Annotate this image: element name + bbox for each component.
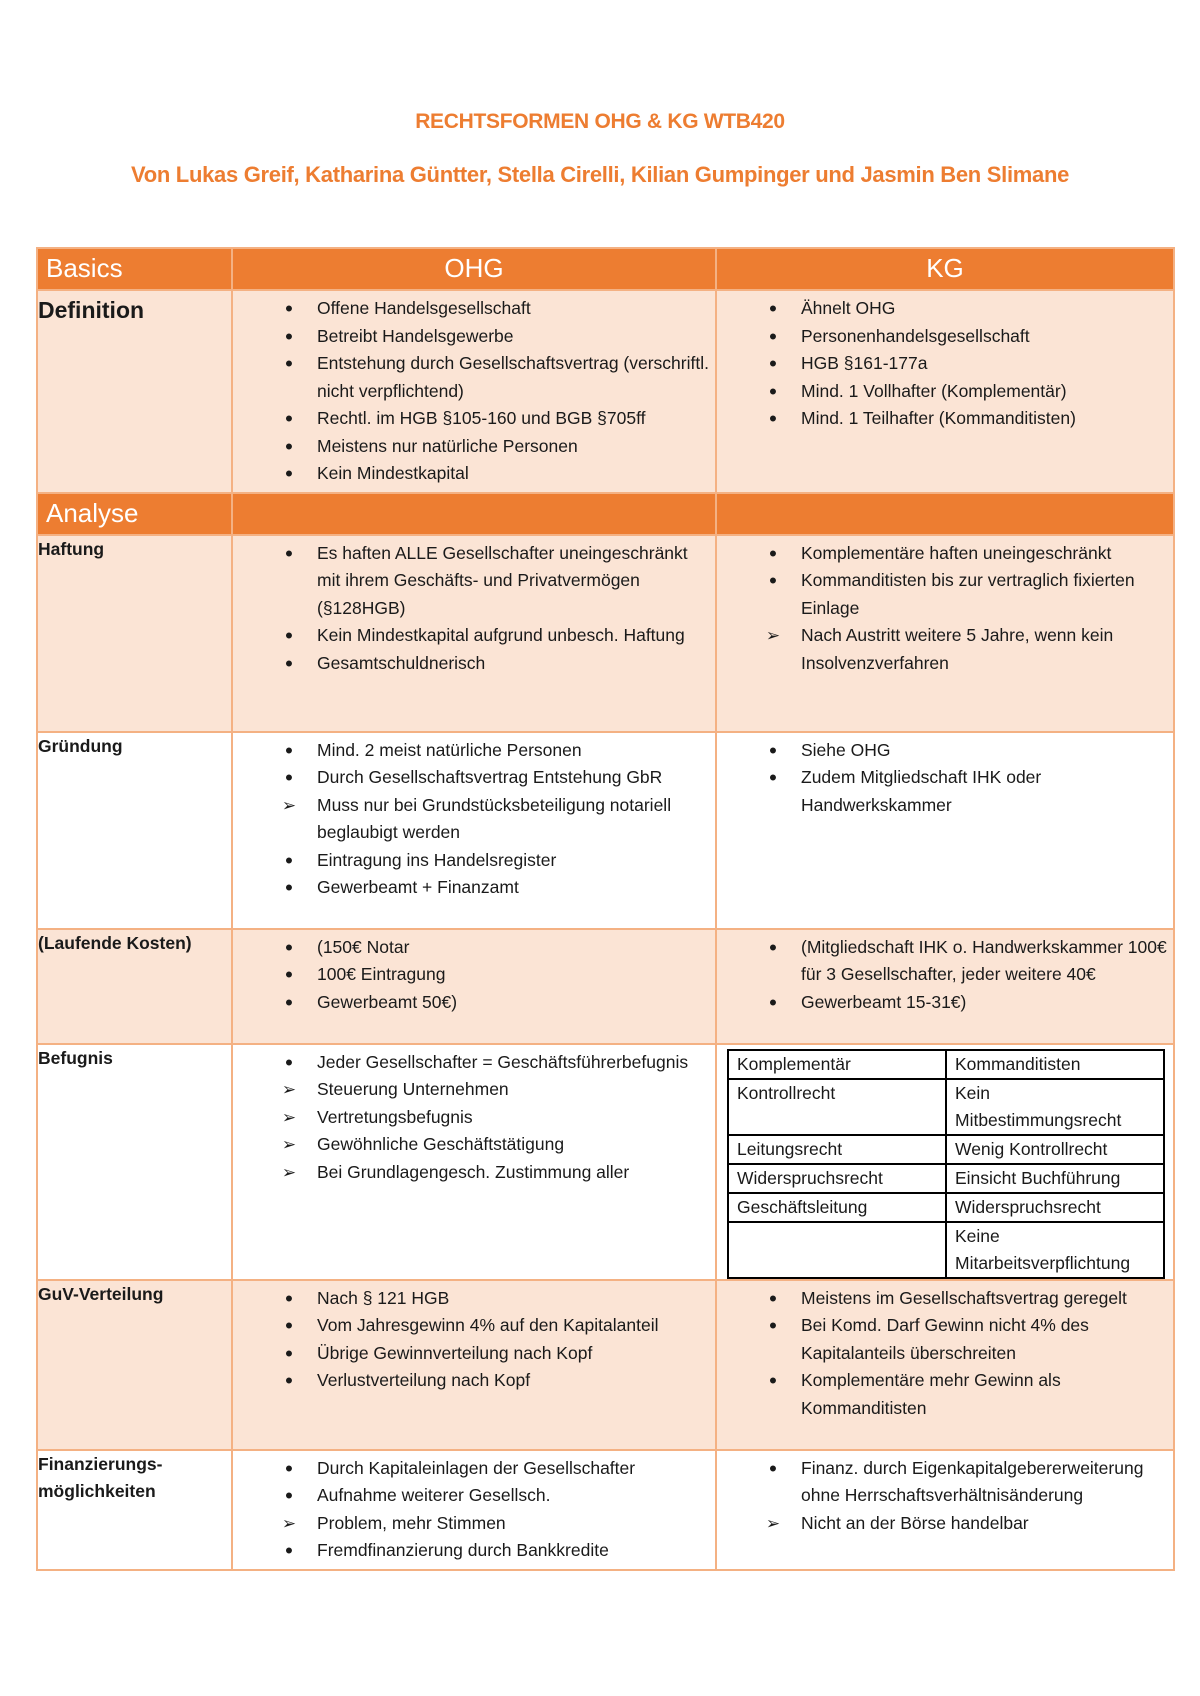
table-row — [728, 1135, 1164, 1164]
kosten-row — [37, 929, 1174, 1044]
list-item: • Gesamtschuldnerisch — [233, 650, 709, 678]
befugnis-kg-table — [727, 1049, 1165, 1279]
bullet-icon: • — [769, 1285, 777, 1311]
list-item: ➢ Bei Grundlagengesch. Zustimmung aller — [233, 1159, 709, 1187]
bullet-icon: • — [769, 989, 777, 1015]
bullet-icon: • — [285, 461, 293, 486]
list-item: • (150€ Notar — [233, 934, 709, 962]
table-cell: Kein Mitbestimmungsrecht — [946, 1079, 1164, 1135]
table-cell: Geschäftsleitung — [728, 1193, 946, 1222]
table-cell: Keine Mitarbeitsverpflichtung — [946, 1222, 1164, 1278]
list-item: • Finanz. durch Eigenkapitalgebererweiterung ohne Herrschaftsverhältnisänderung — [717, 1455, 1167, 1510]
befugnis-row — [37, 1044, 1174, 1280]
list-item: • Aufnahme weiterer Gesellsch. — [233, 1482, 709, 1510]
finanzierung-ohg-cell — [232, 1450, 716, 1570]
finanzierung-label: Finanzierungs- möglichkeiten — [37, 1450, 232, 1570]
arrow-icon: ➢ — [765, 1513, 781, 1533]
analyse-row — [37, 493, 1174, 535]
list-item: • Verlustverteilung nach Kopf — [233, 1367, 709, 1395]
bullet-icon: • — [285, 623, 293, 648]
header-row — [37, 248, 1174, 290]
befugnis-label: Befugnis — [37, 1044, 232, 1280]
list-item: • Jeder Gesellschafter = Geschäftsführerbefugnis — [233, 1049, 709, 1077]
analyse-ohg-cell — [232, 493, 716, 535]
bullet-icon: • — [285, 1313, 293, 1338]
haftung-ohg-cell — [232, 535, 716, 732]
table-cell: Kontrollrecht — [728, 1079, 946, 1135]
gruendung-kg-cell — [716, 732, 1174, 929]
arrow-icon: ➢ — [281, 1513, 297, 1533]
finanzierung-row — [37, 1450, 1174, 1570]
finanzierung-kg-cell — [716, 1450, 1174, 1570]
bullet-icon: • — [769, 1455, 777, 1481]
bullet-icon: • — [769, 351, 777, 376]
arrow-icon: ➢ — [765, 626, 781, 645]
list-item: ➢ Gewöhnliche Geschäftstätigung — [233, 1131, 709, 1159]
guv-ohg-cell — [232, 1280, 716, 1450]
bullet-icon: • — [285, 1368, 293, 1393]
bullet-icon: • — [285, 737, 293, 763]
befugnis-ohg-cell — [232, 1044, 716, 1280]
list-item: ➢ Steuerung Unternehmen — [233, 1076, 709, 1104]
list-item: • Durch Kapitaleinlagen der Gesellschafter — [233, 1455, 709, 1483]
list-item: • Gewerbeamt + Finanzamt — [233, 874, 709, 902]
list-item: • Kein Mindestkapital aufgrund unbesch. Haftung — [233, 622, 709, 650]
list-item: • Kommanditisten bis zur vertraglich fixierten Einlage — [717, 567, 1167, 622]
list-item: • Mind. 1 Vollhafter (Komplementär) — [717, 378, 1167, 406]
definition-label: Definition — [37, 290, 232, 493]
bullet-icon: • — [769, 540, 777, 566]
kosten-ohg-cell — [232, 929, 716, 1044]
table-cell: Widerspruchsrecht — [946, 1193, 1164, 1222]
arrow-icon: ➢ — [281, 1135, 297, 1154]
befugnis-kg-cell — [716, 1044, 1174, 1280]
guv-label: GuV-Verteilung — [37, 1280, 232, 1450]
bullet-icon: • — [769, 1313, 777, 1338]
definition-kg-cell — [716, 290, 1174, 493]
table-row — [728, 1050, 1164, 1079]
arrow-icon: ➢ — [281, 1162, 297, 1182]
list-item: • Durch Gesellschaftsvertrag Entstehung GbR — [233, 764, 709, 792]
table-cell: Einsicht Buchführung — [946, 1164, 1164, 1193]
list-item: • 100€ Eintragung — [233, 961, 709, 989]
list-item: • Bei Komd. Darf Gewinn nicht 4% des Kapitalanteils überschreiten — [717, 1312, 1167, 1367]
document-title: RECHTSFORMEN OHG & KG WTB420 — [415, 110, 785, 133]
bullet-icon: • — [769, 1368, 777, 1393]
bullet-icon: • — [285, 934, 293, 960]
guv-row — [37, 1280, 1174, 1450]
ohg-header: OHG — [232, 248, 716, 290]
bullet-icon: • — [769, 737, 777, 763]
guv-kg-cell — [716, 1280, 1174, 1450]
arrow-icon: ➢ — [281, 1107, 297, 1127]
kosten-label: (Laufende Kosten) — [37, 929, 232, 1044]
bullet-icon: • — [285, 1285, 293, 1311]
haftung-row — [37, 535, 1174, 732]
list-item: • Übrige Gewinnverteilung nach Kopf — [233, 1340, 709, 1368]
table-row — [728, 1193, 1164, 1222]
list-item: ➢ Muss nur bei Grundstücksbeteiligung notariell beglaubigt werden — [233, 792, 709, 847]
bullet-icon: • — [769, 568, 777, 593]
bullet-icon: • — [769, 378, 777, 404]
bullet-icon: • — [285, 540, 293, 566]
bullet-icon: • — [769, 765, 777, 790]
list-item: • Nach § 121 HGB — [233, 1285, 709, 1313]
kommanditisten-header: Kommanditisten — [946, 1050, 1164, 1079]
bullet-icon: • — [769, 323, 777, 349]
definition-ohg-cell — [232, 290, 716, 493]
gruendung-label: Gründung — [37, 732, 232, 929]
list-item: • Vom Jahresgewinn 4% auf den Kapitalanteil — [233, 1312, 709, 1340]
table-row — [728, 1164, 1164, 1193]
list-item: • Betreibt Handelsgewerbe — [233, 323, 709, 351]
list-item: • Offene Handelsgesellschaft — [233, 295, 709, 323]
list-item: • Kein Mindestkapital — [233, 460, 709, 488]
table-cell: Wenig Kontrollrecht — [946, 1135, 1164, 1164]
bullet-icon: • — [285, 989, 293, 1015]
bullet-icon: • — [285, 433, 293, 459]
table-row — [728, 1079, 1164, 1135]
definition-row — [37, 290, 1174, 493]
bullet-icon: • — [285, 1483, 293, 1508]
list-item: ➢ Nicht an der Börse handelbar — [717, 1510, 1167, 1538]
basics-header: Basics — [37, 248, 232, 290]
list-item: • Personenhandelsgesellschaft — [717, 323, 1167, 351]
haftung-kg-cell — [716, 535, 1174, 732]
arrow-icon: ➢ — [281, 1080, 297, 1099]
list-item: • Rechtl. im HGB §105-160 und BGB §705ff — [233, 405, 709, 433]
bullet-icon: • — [285, 351, 293, 376]
list-item: • Komplementäre haften uneingeschränkt — [717, 540, 1167, 568]
bullet-icon: • — [285, 296, 293, 321]
table-cell: Leitungsrecht — [728, 1135, 946, 1164]
list-item: • Mind. 2 meist natürliche Personen — [233, 737, 709, 765]
analyse-label: Analyse — [37, 493, 232, 535]
bullet-icon: • — [285, 962, 293, 987]
bullet-icon: • — [285, 1049, 293, 1075]
comparison-table — [36, 247, 1175, 1571]
gruendung-ohg-cell — [232, 732, 716, 929]
haftung-label: Haftung — [37, 535, 232, 732]
list-item: • Entstehung durch Gesellschaftsvertrag (verschriftl. nicht verpflichtend) — [233, 350, 709, 405]
list-item: ➢ Vertretungsbefugnis — [233, 1104, 709, 1132]
list-item: • Eintragung ins Handelsregister — [233, 847, 709, 875]
bullet-icon: • — [285, 1538, 293, 1563]
bullet-icon: • — [769, 934, 777, 960]
list-item: • Es haften ALLE Gesellschafter uneingeschränkt mit ihrem Geschäfts- und Privatvermögen (§128HGB) — [233, 540, 709, 623]
arrow-icon: ➢ — [281, 795, 297, 815]
list-item: • Fremdfinanzierung durch Bankkredite — [233, 1537, 709, 1565]
list-item: • HGB §161-177a — [717, 350, 1167, 378]
table-cell: Widerspruchsrecht — [728, 1164, 946, 1193]
bullet-icon: • — [285, 1340, 293, 1366]
document-authors: Von Lukas Greif, Katharina Güntter, Stella Cirelli, Kilian Gumpinger und Jasmin Ben Slimane — [130, 162, 1070, 187]
table-cell — [728, 1222, 946, 1278]
list-item: • Siehe OHG — [717, 737, 1167, 765]
bullet-icon: • — [285, 323, 293, 349]
bullet-icon: • — [285, 406, 293, 431]
bullet-icon: • — [285, 765, 293, 790]
gruendung-row — [37, 732, 1174, 929]
bullet-icon: • — [285, 875, 293, 900]
list-item: • Meistens nur natürliche Personen — [233, 433, 709, 461]
bullet-icon: • — [285, 847, 293, 873]
list-item: • Gewerbeamt 15-31€) — [717, 989, 1167, 1017]
komplementaer-header: Komplementär — [728, 1050, 946, 1079]
bullet-icon: • — [769, 406, 777, 431]
list-item: • Mind. 1 Teilhafter (Kommanditisten) — [717, 405, 1167, 433]
analyse-kg-cell — [716, 493, 1174, 535]
list-item: • (Mitgliedschaft IHK o. Handwerkskammer 100€ für 3 Gesellschafter, jeder weitere 40€ — [717, 934, 1167, 989]
list-item: • Komplementäre mehr Gewinn als Kommanditisten — [717, 1367, 1167, 1422]
list-item: • Meistens im Gesellschaftsvertrag geregelt — [717, 1285, 1167, 1313]
kg-header: KG — [716, 248, 1174, 290]
list-item: • Gewerbeamt 50€) — [233, 989, 709, 1017]
table-row — [728, 1222, 1164, 1278]
list-item: • Ähnelt OHG — [717, 295, 1167, 323]
bullet-icon: • — [285, 1455, 293, 1481]
bullet-icon: • — [285, 650, 293, 676]
kosten-kg-cell — [716, 929, 1174, 1044]
bullet-icon: • — [769, 296, 777, 321]
list-item: ➢ Nach Austritt weitere 5 Jahre, wenn kein Insolvenzverfahren — [717, 622, 1167, 677]
list-item: • Zudem Mitgliedschaft IHK oder Handwerkskammer — [717, 764, 1167, 819]
list-item: ➢ Problem, mehr Stimmen — [233, 1510, 709, 1538]
